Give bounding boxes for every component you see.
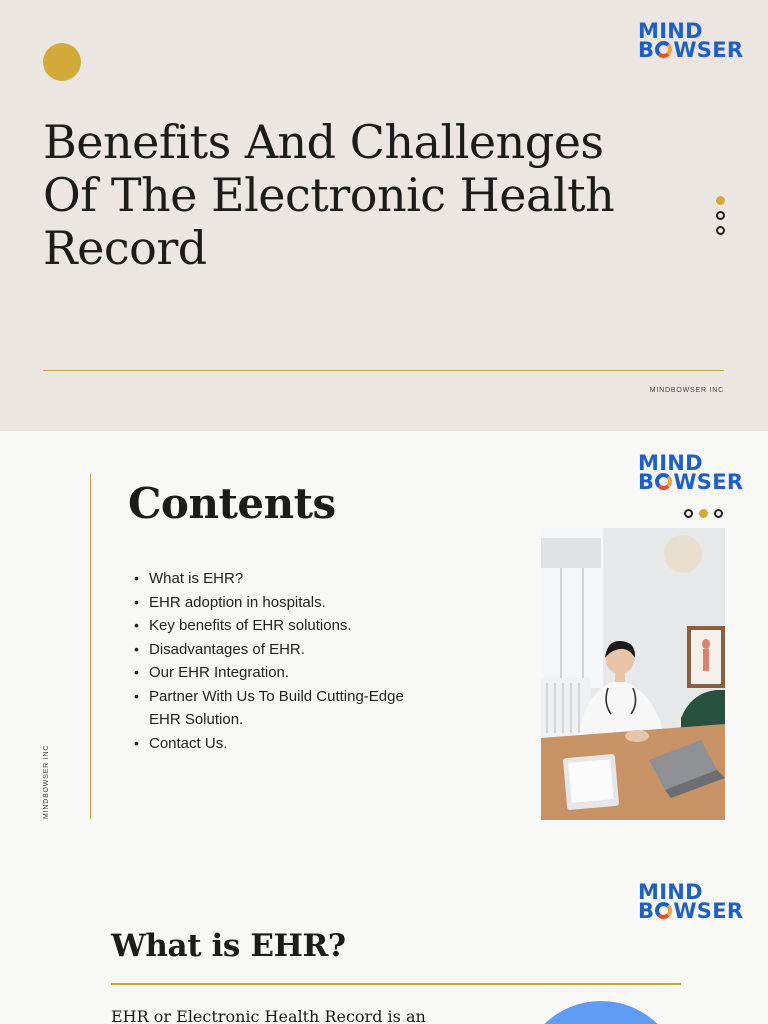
logo-o-mark-icon [655, 473, 672, 490]
list-item[interactable]: • Key benefits of EHR solutions. [134, 614, 419, 638]
body-text: EHR or Electronic Health Record is an [111, 1007, 426, 1024]
pager-dot[interactable] [716, 211, 725, 220]
logo-o-mark-icon [655, 902, 672, 919]
list-item[interactable]: • What is EHR? [134, 567, 419, 591]
divider [111, 983, 681, 985]
what-is-ehr-slide [0, 841, 768, 1024]
contents-slide [0, 431, 768, 841]
list-item[interactable]: • Our EHR Integration. [134, 661, 419, 685]
list-item[interactable]: • EHR adoption in hospitals. [134, 591, 419, 615]
contents-title: Contents [128, 479, 336, 528]
vertical-divider [90, 474, 91, 819]
company-name-vertical: MINDBOWSER INC [43, 744, 50, 819]
divider [43, 370, 724, 371]
decorative-gold-circle [43, 43, 81, 81]
pager-dot-active[interactable] [716, 196, 725, 205]
slide-title: Benefits And Challenges Of The Electronic Health Record [43, 115, 615, 275]
company-name: MINDBOWSER INC [649, 387, 724, 394]
pager-dot-active[interactable] [699, 509, 708, 518]
pager-dot[interactable] [684, 509, 693, 518]
list-item[interactable]: • Disadvantages of EHR. [134, 638, 419, 662]
slide-pager [684, 505, 729, 523]
list-item[interactable]: • Partner With Us To Build Cutting-Edge EHR Solution. [134, 685, 419, 732]
section-title: What is EHR? [111, 928, 346, 964]
list-item[interactable]: • Contact Us. [134, 732, 419, 756]
mindbowser-logo: MIND B WSER [638, 880, 744, 923]
pager-dot[interactable] [714, 509, 723, 518]
doctor-photo [541, 528, 725, 820]
decorative-blue-circle [520, 1001, 682, 1024]
title-slide [0, 0, 768, 431]
mindbowser-logo: MIND B WSER [638, 19, 744, 62]
logo-o-mark-icon [655, 41, 672, 58]
contents-list [134, 567, 419, 755]
mindbowser-logo: MIND B WSER [638, 451, 744, 494]
slide-pager [716, 196, 725, 241]
pager-dot[interactable] [716, 226, 725, 235]
